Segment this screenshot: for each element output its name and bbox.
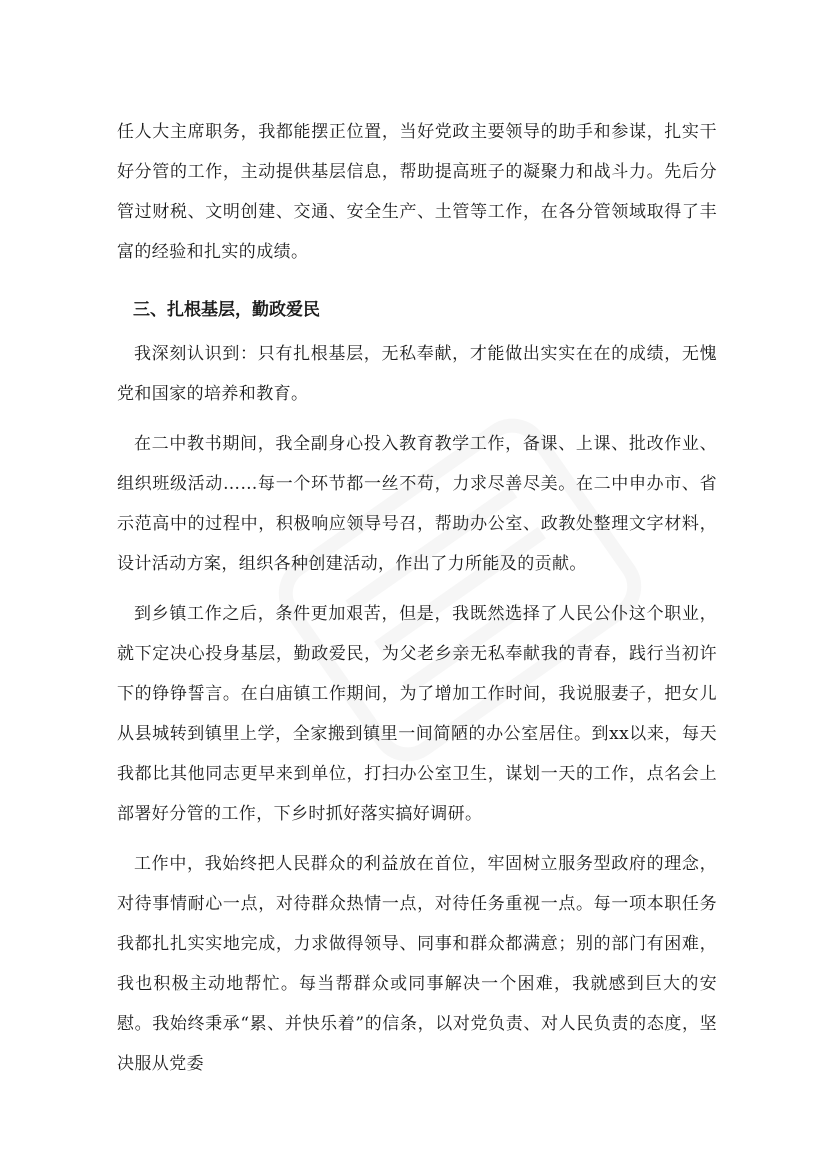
paragraph-2: 我深刻认识到：只有扎根基层，无私奉献，才能做出实实在在的成绩，无愧党和国家的培养和教育。 <box>117 344 717 404</box>
paragraph-4: 到乡镇工作之后，条件更加艰苦，但是，我既然选择了人民公仆这个职业，就下定决心投身基层，勤政爱民，为父老乡亲无私奉献我的青春，践行当初许下的铮铮誓言。在白庙镇工作期间，为了增加工作时间，我说服妻子，把女儿从县城转到镇里上学，全家搬到镇里一间简陋的办公室居住。到xx以来，每天我都比其他同志更早来到单位，打扫办公室卫生，谋划一天的工作，点名会上部署好分管的工作，下乡时抓好落实搞好调研。 <box>117 604 717 824</box>
document-body <box>117 112 717 1084</box>
paragraph-1: 任人大主席职务，我都能摆正位置，当好党政主要领导的助手和参谋，扎实干好分管的工作，主动提供基层信息，帮助提高班子的凝聚力和战斗力。先后分管过财税、文明创建、交通、安全生产、土管等工作，在各分管领域取得了丰富的经验和扎实的成绩。 <box>117 122 717 262</box>
section-heading: 三、扎根基层，勤政爱民 <box>133 300 320 320</box>
paragraph-5: 工作中，我始终把人民群众的利益放在首位，牢固树立服务型政府的理念，对待事情耐心一点，对待群众热情一点，对待任务重视一点。每一项本职任务我都扎扎实实地完成，力求做得领导、同事和群众都满意；别的部门有困难，我也积极主动地帮忙。每当帮群众或同事解决一个困难，我就感到巨大的安慰。我始终秉承“累、并快乐着”的信条，以对党负责、对人民负责的态度，坚决服从党委 <box>117 854 717 1074</box>
paragraph-3: 在二中教书期间，我全副身心投入教育教学工作，备课、上课、批改作业、组织班级活动……每一个环节都一丝不苟，力求尽善尽美。在二中申办市、省示范高中的过程中，积极响应领导号召，帮助办公室、政教处整理文字材料，设计活动方案，组织各种创建活动，作出了力所能及的贡献。 <box>117 434 717 574</box>
